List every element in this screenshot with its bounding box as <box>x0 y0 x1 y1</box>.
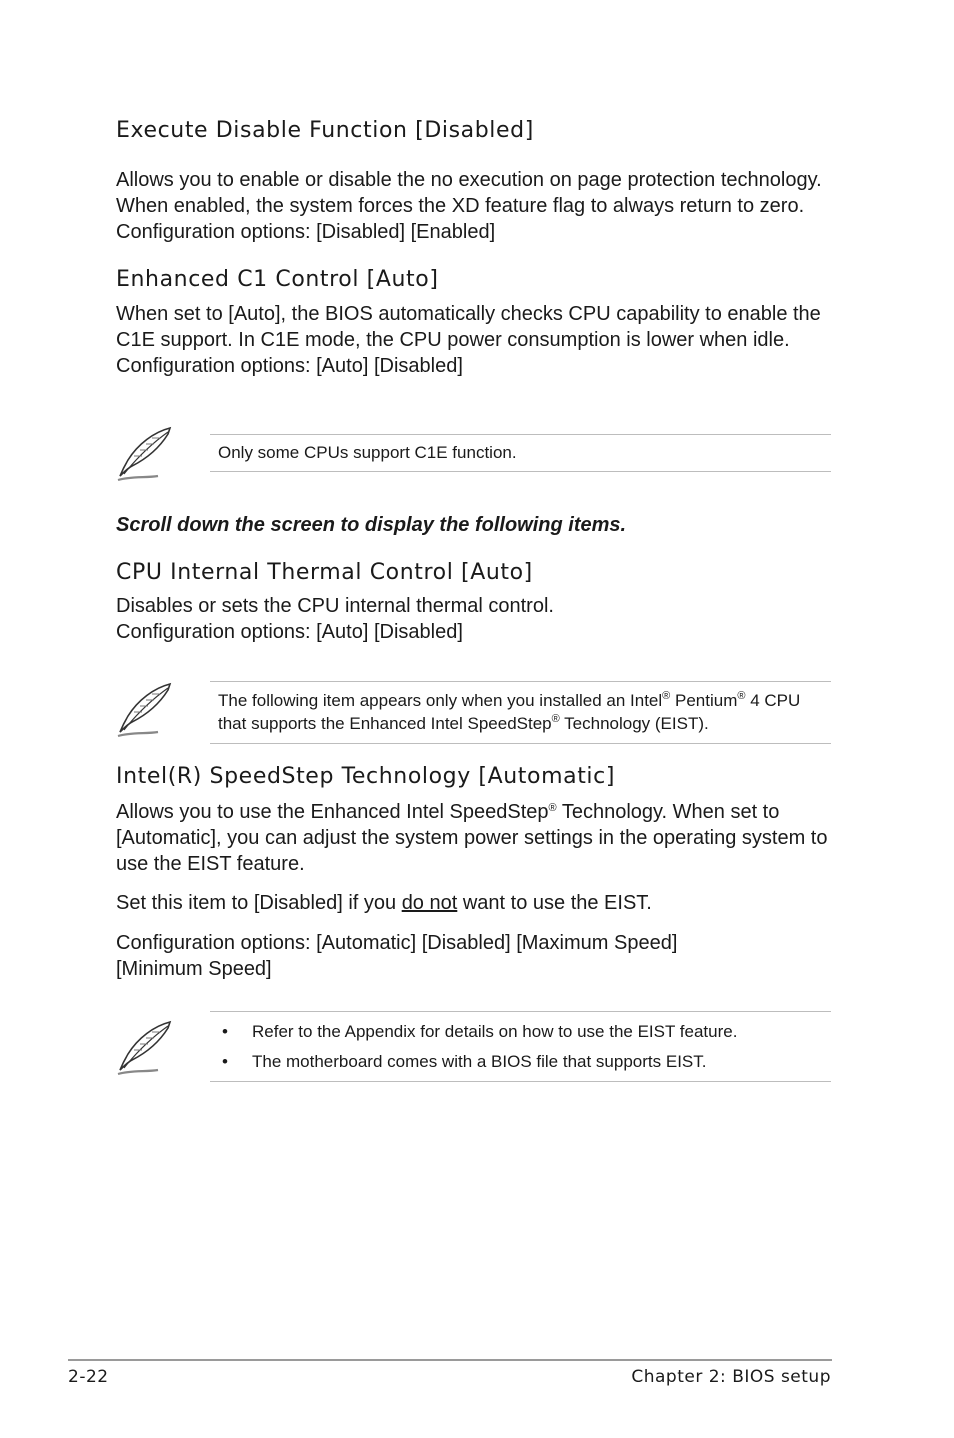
section-heading-enhanced-c1: Enhanced C1 Control [Auto] <box>116 267 439 292</box>
speedstep-config-options: Configuration options: [Automatic] [Disabled] [Maximum Speed] [Minimum Speed] <box>116 932 678 980</box>
note-bullet-list <box>218 1020 831 1073</box>
cpu-thermal-line2: Configuration options: [Auto] [Disabled] <box>116 621 463 643</box>
section-body-enhanced-c1: When set to [Auto], the BIOS automatically checks CPU capability to enable the C1E support. In C1E mode, the CPU power consumption is lower when idle. Configuration options: [Auto] [Disabled] <box>116 303 821 377</box>
quill-pen-icon <box>114 426 176 484</box>
quill-pen-icon <box>114 682 176 740</box>
speedstep-disable-hint: Set this item to [Disabled] if you do not want to use the EIST. <box>116 892 652 914</box>
scroll-instruction: Scroll down the screen to display the following items. <box>116 514 627 536</box>
footer-divider <box>68 1359 832 1361</box>
cpu-thermal-line1: Disables or sets the CPU internal thermal control. <box>116 595 554 617</box>
page-number: 2-22 <box>68 1367 109 1387</box>
section-heading-speedstep: Intel(R) SpeedStep Technology [Automatic] <box>116 764 616 789</box>
list-item: • The motherboard comes with a BIOS file that supports EIST. <box>218 1050 831 1073</box>
list-item: • Refer to the Appendix for details on how to use the EIST feature. <box>218 1020 831 1043</box>
section-body-speedstep: Allows you to use the Enhanced Intel SpeedStep® Technology. When set to [Automatic], you can adjust the system power settings in the operating system to use the EIST feature. <box>116 801 828 875</box>
note-eist-bullets <box>210 1011 831 1082</box>
quill-pen-icon <box>114 1020 176 1078</box>
section-heading-cpu-thermal: CPU Internal Thermal Control [Auto] <box>116 560 533 585</box>
note-c1e-text: Only some CPUs support C1E function. <box>218 443 517 462</box>
chapter-label: Chapter 2: BIOS setup <box>631 1367 831 1387</box>
section-heading-execute-disable: Execute Disable Function [Disabled] <box>116 118 534 143</box>
note-eist-requirement: The following item appears only when you installed an Intel® Pentium® 4 CPU that supports the Enhanced Intel SpeedStep® Technology (EIST). <box>210 681 831 744</box>
section-body-cpu-thermal <box>116 593 836 645</box>
section-body-execute-disable: Allows you to enable or disable the no execution on page protection technology. When enabled, the system forces the XD feature flag to always return to zero. Configuration options: [Disabled] [Enabled] <box>116 169 822 243</box>
note-c1e <box>210 434 831 472</box>
